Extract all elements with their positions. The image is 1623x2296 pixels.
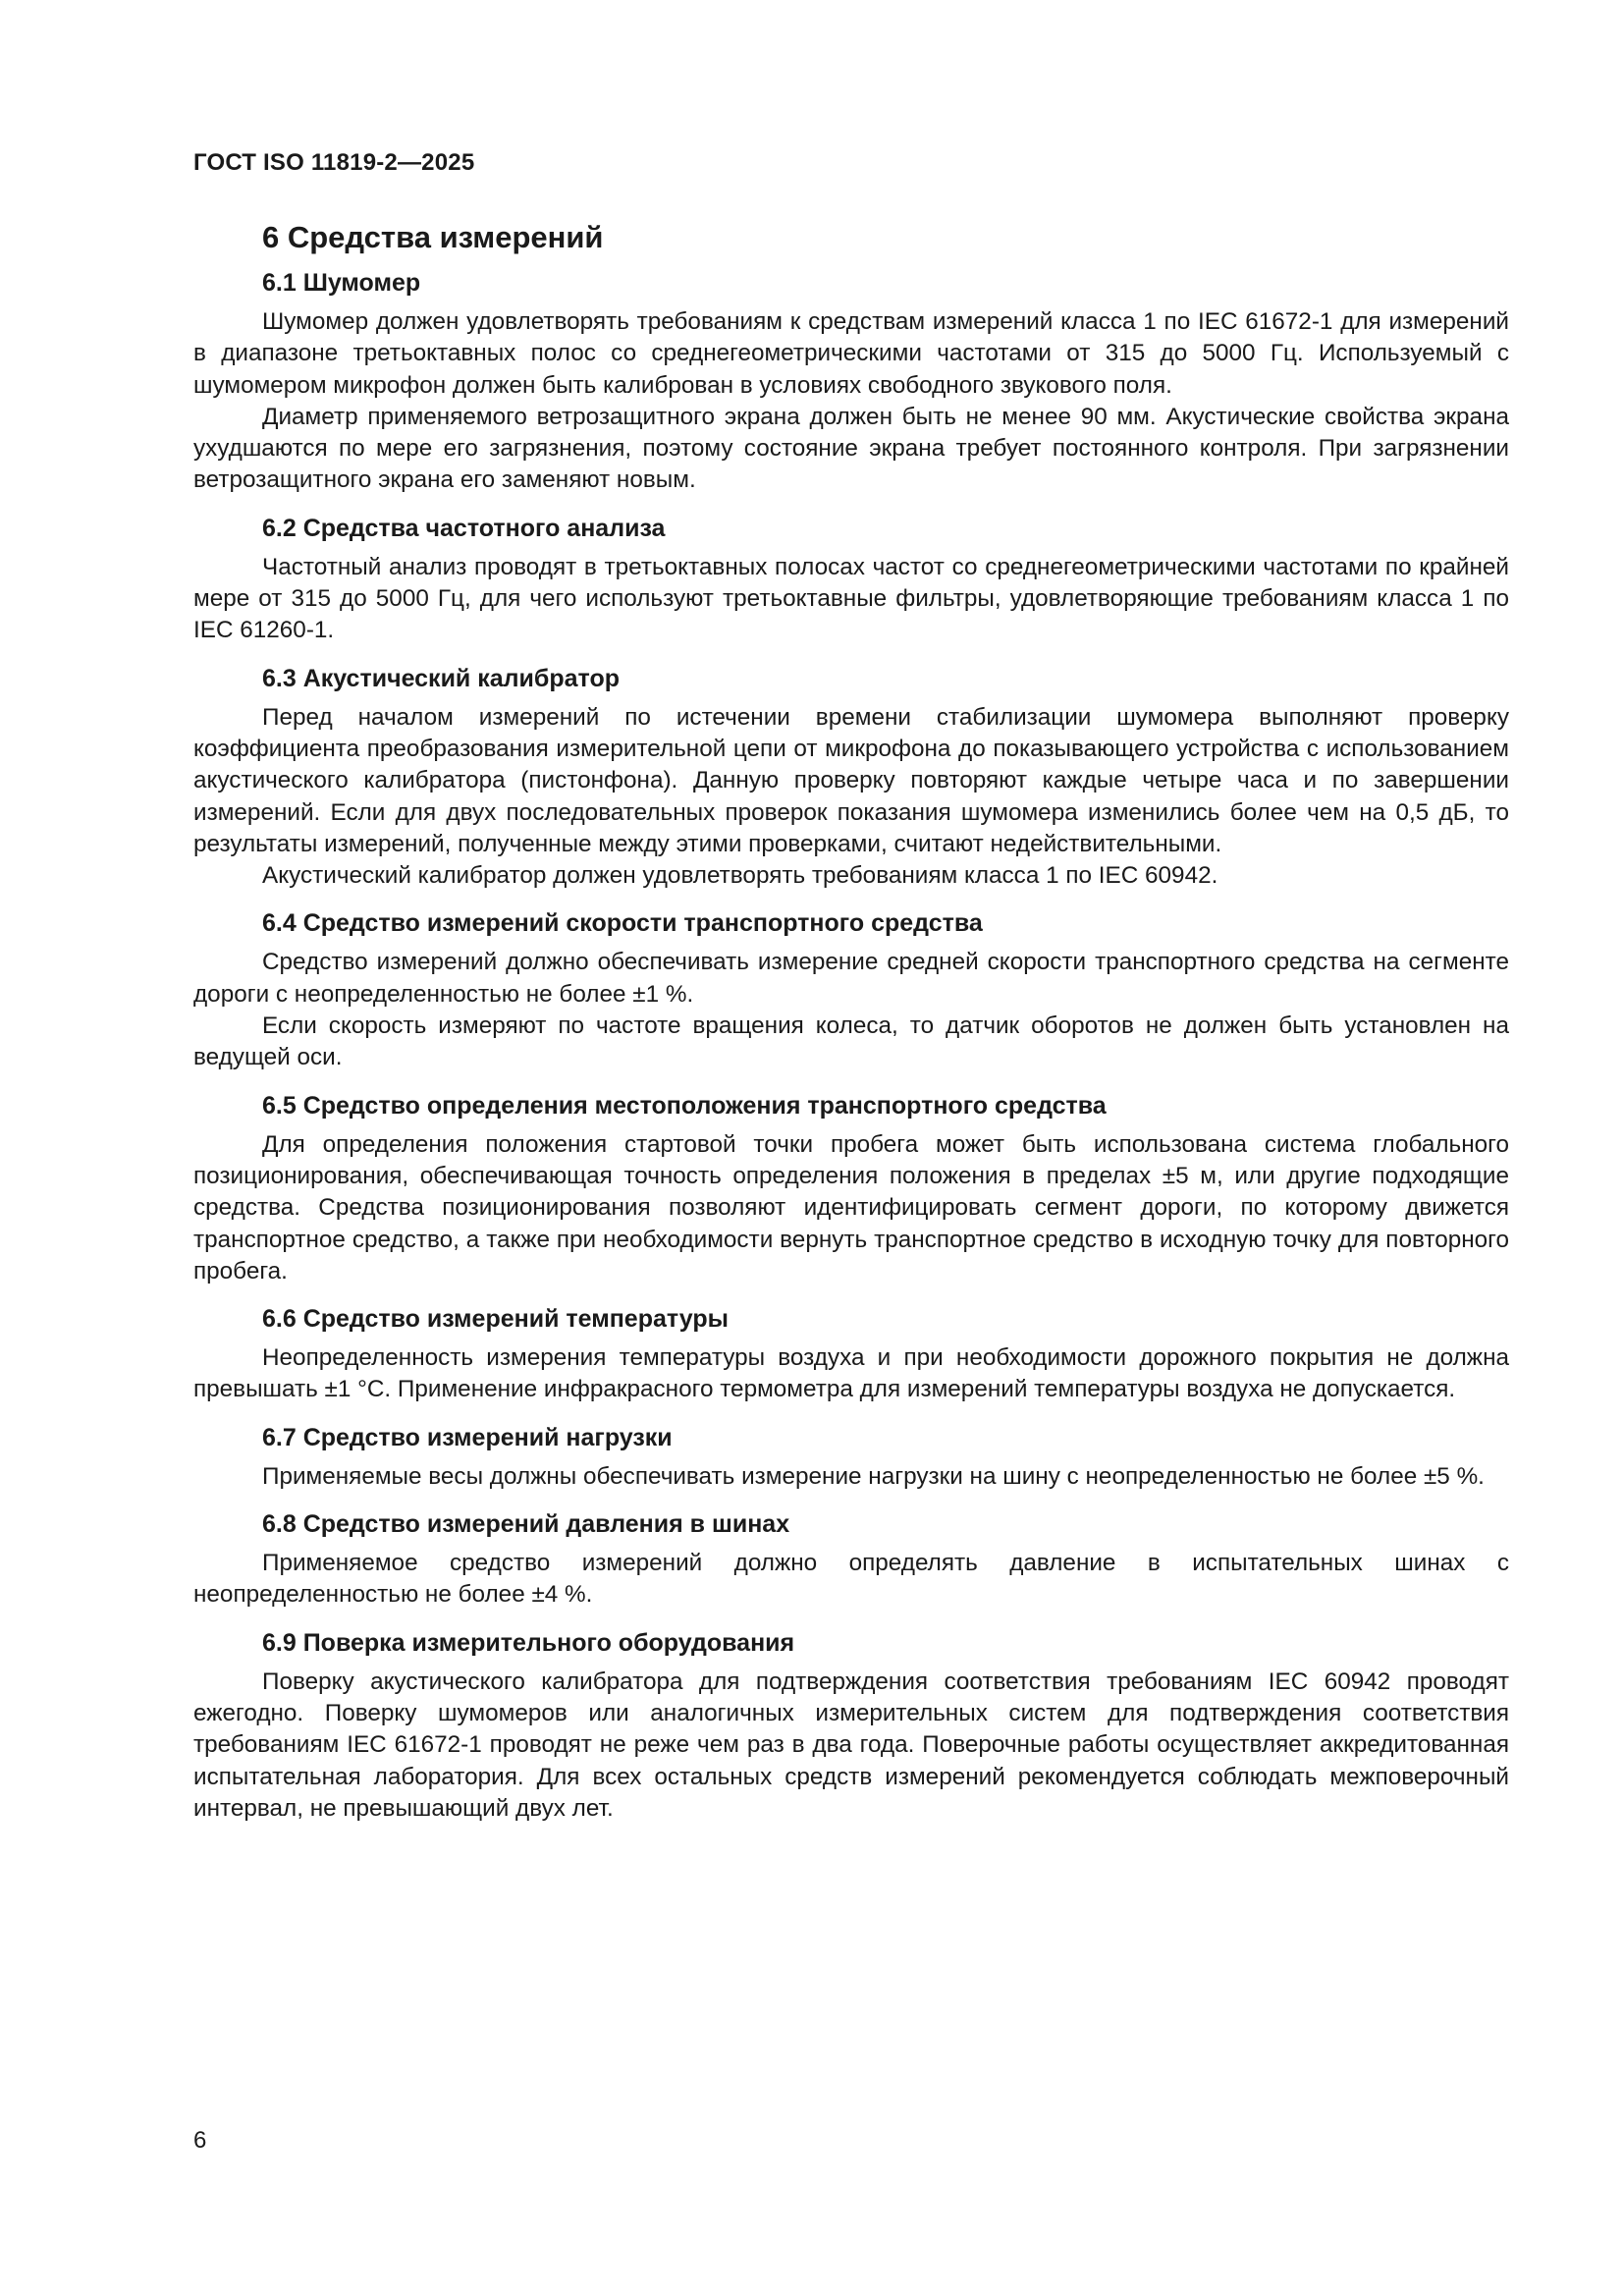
- paragraph: Диаметр применяемого ветрозащитного экрана должен быть не менее 90 мм. Акустические свойства экрана ухудшаются по мере его загрязнения, поэтому состояние экрана требует постоянного контроля. При загрязнении ветрозащитного экрана его заменяют новым.: [193, 403, 1509, 494]
- subsection-title: 6.6 Средство измерений температуры: [262, 1305, 729, 1334]
- paragraph: Акустический калибратор должен удовлетворять требованиям класса 1 по IEC 60942.: [262, 862, 1218, 890]
- paragraph: Перед началом измерений по истечении времени стабилизации шумомера выполняют проверку коэффициента преобразования измерительной цепи от микрофона до показывающего устройства с использованием акустического калибратора (пистонфона). Данную проверку повторяют каждые четыре часа и по завершении измерений. Если для двух последовательных проверок показания шумомера изменились более чем на 0,5 дБ, то результаты измерений, полученные между этими проверками, считают недействительными.: [193, 703, 1509, 857]
- paragraph: Применяемые весы должны обеспечивать измерение нагрузки на шину с неопределенностью не более ±5 %.: [262, 1462, 1485, 1490]
- document-code-header: ГОСТ ISO 11819-2—2025: [193, 149, 475, 176]
- paragraph: Для определения положения стартовой точки пробега может быть использована система глобального позиционирования, обеспечивающая точность определения положения в пределах ±5 м, или другие подходящие средства. Средства позиционирования позволяют идентифицировать сегмент дороги, по которому движется транспортное средство, а также при необходимости вернуть транспортное средство в исходную точку для повторного пробега.: [193, 1130, 1509, 1285]
- subsection-6-7: [193, 1422, 1509, 1493]
- paragraph: Применяемое средство измерений должно определять давление в испытательных шинах с неопределенностью не более ±4 %.: [193, 1550, 1509, 1609]
- paragraph: Шумомер должен удовлетворять требованиям к средствам измерений класса 1 по IEC 61672-1 для измерений в диапазоне третьоктавных полос со среднегеометрическими частотами от 315 до 5000 Гц. Используемый с шумомером микрофон должен быть калиброван в условиях свободного звукового поля.: [193, 308, 1509, 399]
- subsection-title: 6.4 Средство измерений скорости транспортного средства: [262, 909, 983, 938]
- subsection-title: 6.1 Шумомер: [262, 269, 421, 297]
- paragraph: Поверку акустического калибратора для подтверждения соответствия требованиям IEC 60942 проводят ежегодно. Поверку шумомеров или аналогичных измерительных систем для подтверждения соответствия требованиям IEC 61672-1 проводят не реже чем раз в два года. Поверочные работы осуществляет аккредитованная испытательная лаборатория. Для всех остальных средств измерений рекомендуется соблюдать межповерочный интервал, не превышающий двух лет.: [193, 1667, 1509, 1822]
- subsection-title: 6.8 Средство измерений давления в шинах: [262, 1510, 790, 1539]
- subsection-6-8: [193, 1508, 1509, 1612]
- paragraph: Средство измерений должно обеспечивать измерение средней скорости транспортного средства на сегменте дороги с неопределенностью не более ±1 %.: [193, 949, 1509, 1008]
- subsection-6-6: [193, 1303, 1509, 1406]
- subsection-6-9: [193, 1627, 1509, 1825]
- subsection-title: 6.7 Средство измерений нагрузки: [262, 1423, 673, 1451]
- subsection-6-5: [193, 1090, 1509, 1287]
- subsection-6-3: [193, 663, 1509, 893]
- paragraph: Частотный анализ проводят в третьоктавных полосах частот со среднегеометрическими частотами по крайней мере от 315 до 5000 Гц, для чего используют третьоктавные фильтры, удовлетворяющие требованиям класса 1 по IEC 61260-1.: [193, 553, 1509, 644]
- section-title: 6 Средства измерений: [262, 220, 604, 254]
- subsection-title: 6.3 Акустический калибратор: [262, 664, 620, 692]
- subsection-6-2: [193, 513, 1509, 647]
- subsection-title: 6.9 Поверка измерительного оборудования: [262, 1628, 795, 1657]
- paragraph: Если скорость измеряют по частоте вращения колеса, то датчик оборотов не должен быть установлен на ведущей оси.: [193, 1012, 1509, 1071]
- subsection-6-1: [193, 267, 1509, 497]
- subsection-6-4: [193, 907, 1509, 1073]
- subsection-title: 6.2 Средства частотного анализа: [262, 514, 666, 542]
- page-content: [193, 218, 1509, 1825]
- subsection-title: 6.5 Средство определения местоположения транспортного средства: [262, 1091, 1107, 1120]
- page-number: 6: [193, 2127, 207, 2154]
- paragraph: Неопределенность измерения температуры воздуха и при необходимости дорожного покрытия не должна превышать ±1 °С. Применение инфракрасного термометра для измерений температуры воздуха не допускается.: [193, 1344, 1509, 1403]
